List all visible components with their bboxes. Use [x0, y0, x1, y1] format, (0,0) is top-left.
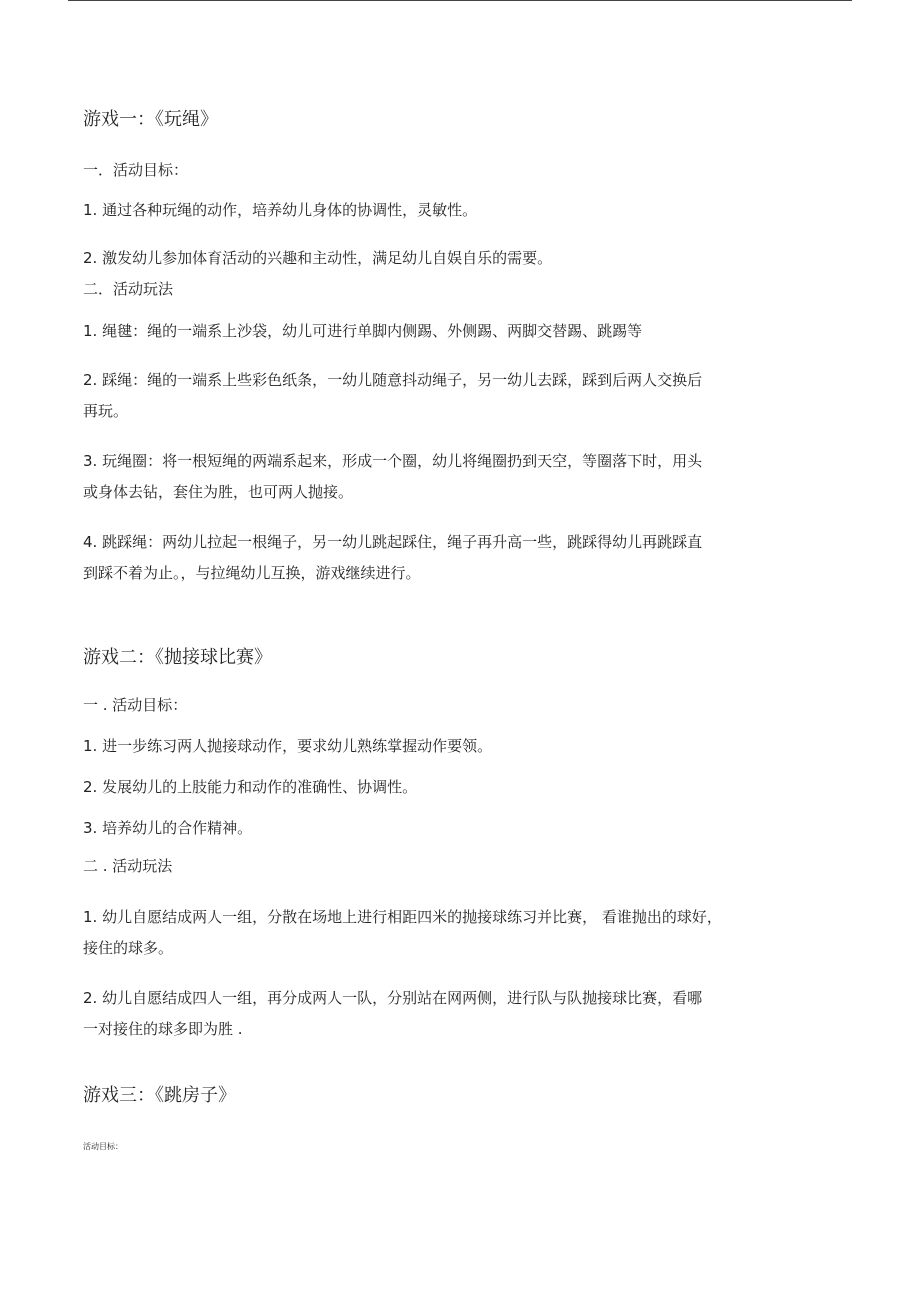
game2-goal-heading: 一 . 活动目标： [83, 696, 188, 714]
game1-play-1-line-1: 1. 绳毽：绳的一端系上沙袋，幼儿可进行单脚内侧踢、外侧踢、两脚交替踢、跳踢等 [83, 322, 643, 340]
game2-play-1-line-2: 接住的球多。 [83, 939, 174, 957]
game1-play-3-line-1: 3. 玩绳圈：将一根短绳的两端系起来，形成一个圈，幼儿将绳圈扔到天空，等圈落下时，用头 [83, 452, 703, 470]
game1-goal-2: 2. 激发幼儿参加体育活动的兴趣和主动性，满足幼儿自娱自乐的需要。 [83, 249, 553, 267]
game2-play-2-line-2: 一对接住的球多即为胜 . [83, 1020, 243, 1038]
game1-title: 游戏一：《玩绳》 [83, 109, 218, 130]
game1-play-4-line-2: 到踩不着为止。，与拉绳幼儿互换，游戏继续进行。 [83, 564, 421, 582]
game1-play-3-line-2: 或身体去钻，套住为胜，也可两人抛接。 [83, 483, 354, 501]
game1-goal-1: 1. 通过各种玩绳的动作，培养幼儿身体的协调性，灵敏性。 [83, 201, 478, 219]
game2-play-1-line-1: 1. 幼儿自愿结成两人一组，分散在场地上进行相距四米的抛接球练习并比赛， 看谁抛出的球好， [83, 908, 722, 926]
game1-play-2-line-1: 2. 踩绳：绳的一端系上些彩色纸条，一幼儿随意抖动绳子，另一幼儿去踩，踩到后两人交换后 [83, 371, 703, 389]
game3-title: 游戏三：《跳房子》 [83, 1085, 236, 1106]
game1-goal-heading: 一．活动目标： [83, 161, 189, 179]
game2-goal-1: 1. 进一步练习两人抛接球动作，要求幼儿熟练掌握动作要领。 [83, 737, 493, 755]
game2-play-2-line-1: 2. 幼儿自愿结成四人一组，再分成两人一队，分别站在网两侧，进行队与队抛接球比赛，看哪 [83, 989, 703, 1007]
game2-play-heading: 二 . 活动玩法 [83, 857, 173, 875]
game2-title: 游戏二：《抛接球比赛》 [83, 647, 272, 668]
top-rule [68, 0, 852, 1]
game1-play-2-line-2: 再玩。 [83, 402, 129, 420]
game1-play-heading: 二．活动玩法 [83, 280, 174, 298]
game2-goal-2: 2. 发展幼儿的上肢能力和动作的准确性、协调性。 [83, 778, 418, 796]
game1-play-4-line-1: 4. 跳踩绳：两幼儿拉起一根绳子，另一幼儿跳起踩住，绳子再升高一些，跳踩得幼儿再跳踩直 [83, 533, 703, 551]
game2-goal-3: 3. 培养幼儿的合作精神。 [83, 819, 253, 837]
game3-goal-heading: 活动目标： [83, 1142, 123, 1151]
